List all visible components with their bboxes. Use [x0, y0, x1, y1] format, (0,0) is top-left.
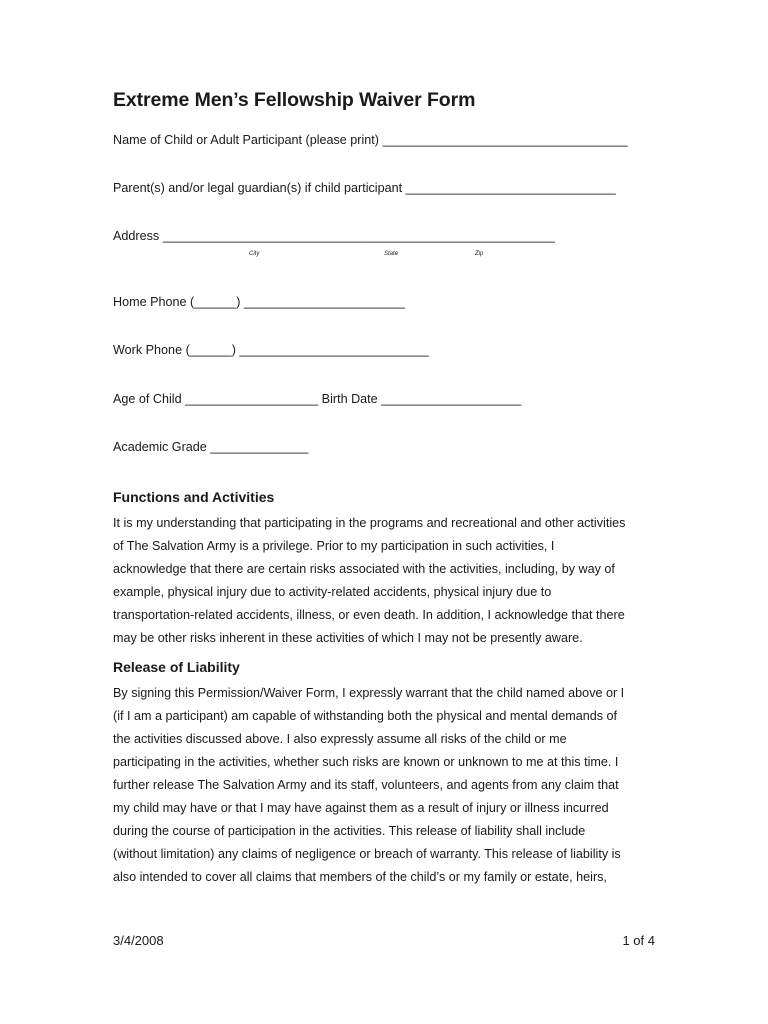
home-phone-field[interactable]: Home Phone (______) _______________________ [113, 295, 406, 309]
address-zip-label: Zip [475, 251, 484, 257]
release-heading: Release of Liability [113, 659, 240, 675]
paragraph-line: (without limitation) any claims of negligence or breach of warranty. This release of liability is [113, 847, 621, 861]
address-city-label: City [249, 251, 260, 257]
address-state-label: State [384, 251, 399, 257]
functions-paragraph [113, 512, 658, 650]
paragraph-line: of The Salvation Army is a privilege. Prior to my participation in such activities, I [113, 539, 555, 553]
paragraph-line: participating in the activities, whether such risks are known or unknown to me at this time. I [113, 755, 619, 769]
participant-name-field[interactable]: Name of Child or Adult Participant (please print) ___________________________________ [113, 133, 628, 147]
paragraph-line: By signing this Permission/Waiver Form, I expressly warrant that the child named above or I [113, 686, 625, 700]
paragraph-line: example, physical injury due to activity-related accidents, physical injury due to [113, 585, 552, 599]
release-paragraph [113, 682, 658, 889]
footer-page-number: 1 of 4 [622, 933, 655, 948]
paragraph-line: during the course of participation in the activities. This release of liability shall include [113, 824, 586, 838]
paragraph-line: further release The Salvation Army and its staff, volunteers, and agents from any claim that [113, 778, 619, 792]
functions-heading: Functions and Activities [113, 489, 275, 505]
age-birthdate-field[interactable]: Age of Child ___________________ Birth Date ____________________ [113, 392, 522, 406]
address-field[interactable]: Address ________________________________________________________ [113, 229, 555, 243]
paragraph-line: transportation-related accidents, illness, or even death. In addition, I acknowledge that there [113, 608, 625, 622]
paragraph-line: acknowledge that there are certain risks associated with the activities, including, by way of [113, 562, 615, 576]
work-phone-field[interactable]: Work Phone (______) ___________________________ [113, 343, 429, 357]
guardian-name-field[interactable]: Parent(s) and/or legal guardian(s) if child participant ______________________________ [113, 181, 616, 195]
paragraph-line: may be other risks inherent in these activities of which I may not be presently aware. [113, 631, 583, 645]
paragraph-line: (if I am a participant) am capable of withstanding both the physical and mental demands of [113, 709, 618, 723]
form-title: Extreme Men’s Fellowship Waiver Form [113, 89, 476, 111]
footer-date: 3/4/2008 [113, 933, 164, 948]
paragraph-line: It is my understanding that participating in the programs and recreational and other activities [113, 516, 626, 530]
paragraph-line: the activities discussed above. I also expressly assume all risks of the child or me [113, 732, 567, 746]
paragraph-line: also intended to cover all claims that members of the child’s or my family or estate, heirs, [113, 870, 607, 884]
academic-grade-field[interactable]: Academic Grade ______________ [113, 440, 309, 454]
paragraph-line: my child may have or that I may have against them as a result of injury or illness incurred [113, 801, 609, 815]
